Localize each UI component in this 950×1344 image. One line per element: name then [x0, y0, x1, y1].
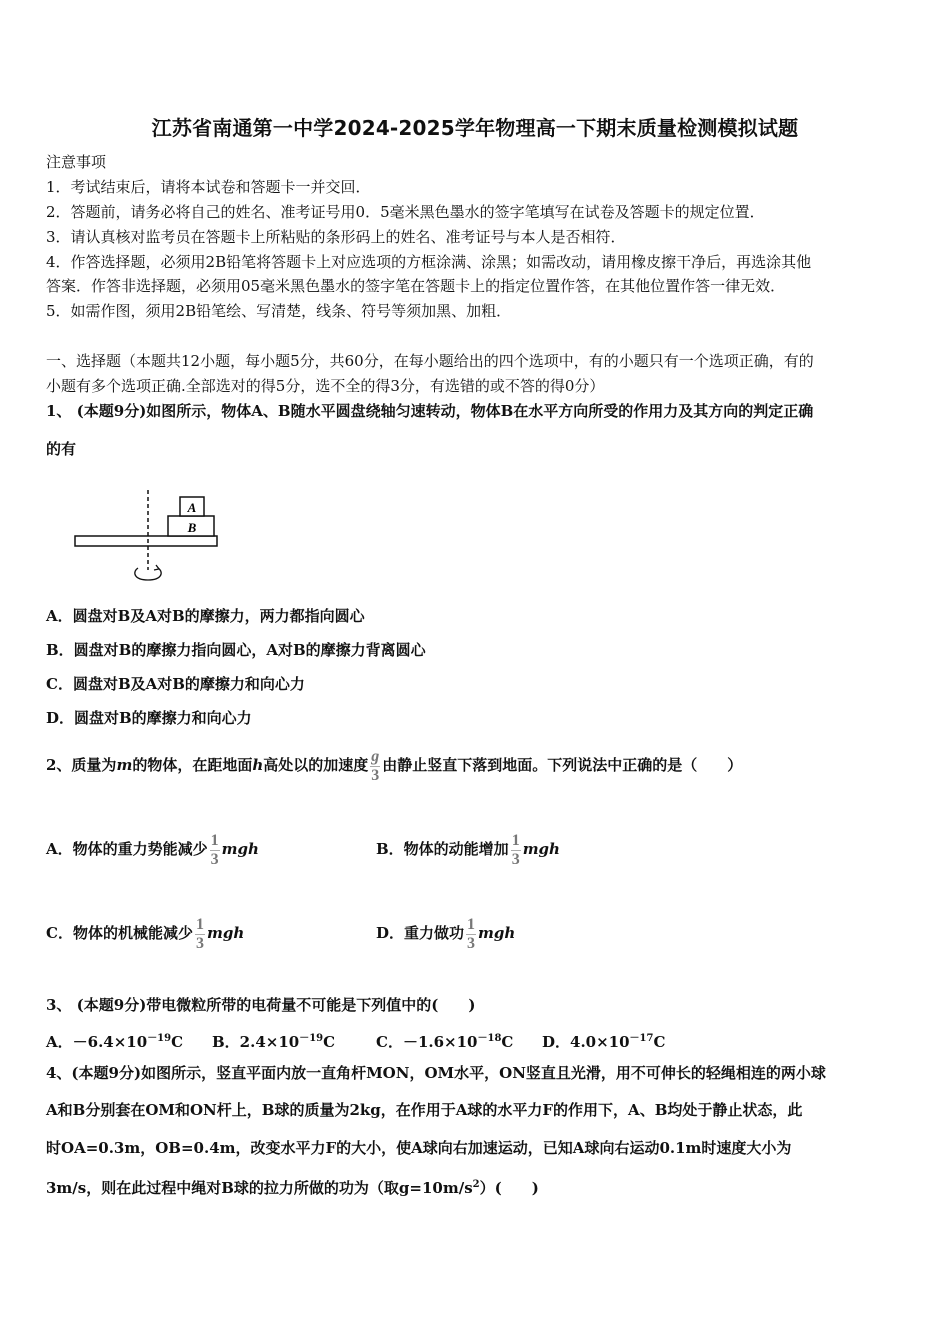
question-3-option-c: C．$-1.6\times 10^{-18}C$ [376, 1033, 514, 1051]
notice-heading: 注意事项 [46, 153, 107, 171]
section-intro: 小题有多个选项正确.全部选对的得5分，选不全的得3分，有选错的或不答的得0分） [46, 377, 605, 395]
disk-bar [75, 536, 217, 546]
notice-item: 3．请认真核对监考员在答题卡上所粘贴的条形码上的姓名、准考证号与本人是否相符． [46, 228, 626, 246]
notice-item: 4．作答选择题，必须用2B铅笔将答题卡上对应选项的方框涂满、涂黑；如需改动，请用橡皮擦干净后，再选涂其他 [46, 253, 812, 271]
question-4-stem: 时OA=0.3m，OB=0.4m，改变水平力F的大小，使A球向右加速运动，已知A球向右运动0.1m时速度大小为 [46, 1139, 792, 1157]
question-1-option-c: C．圆盘对B及A对B的摩擦力和向心力 [46, 675, 305, 693]
question-3-option-a: A．$-6.4\times 10^{-19}C$ [46, 1033, 184, 1051]
question-2-option-b: B．物体的动能增加 $\frac{1}{3}$ mgh [376, 831, 560, 868]
notice-item: 答案．作答非选择题，必须用05毫米黑色墨水的签字笔在答题卡上的指定位置作答，在其他位置作答一律无效． [46, 277, 786, 295]
page-title: 江苏省南通第一中学2024-2025学年物理高一下期末质量检测模拟试题 [151, 116, 799, 140]
rotating-disk-figure [70, 488, 230, 588]
question-4-stem: 3m/s，则在此过程中绳对B球的拉力所做的功为（取$g=10m/s^2$）( ) [46, 1179, 539, 1197]
question-1-option-b: B．圆盘对B的摩擦力指向圆心，A对B的摩擦力背离圆心 [46, 641, 426, 659]
notice-item: 1．考试结束后，请将本试卷和答题卡一并交回． [46, 178, 371, 196]
question-2-option-c: C．物体的机械能减少 $\frac{1}{3}$ mgh [46, 915, 245, 952]
section-intro: 一、选择题（本题共12小题，每小题5分，共60分，在每小题给出的四个选项中，有的小题只有一个选项正确，有的 [46, 352, 814, 370]
question-1-option-d: D．圆盘对B的摩擦力和向心力 [46, 709, 252, 727]
question-4-stem: A和B分别套在OM和ON杆上，B球的质量为2kg，在作用于A球的水平力F的作用下，A、B均处于静止状态，此 [46, 1101, 803, 1119]
question-1-option-a: A．圆盘对B及A对B的摩擦力，两力都指向圆心 [46, 607, 365, 625]
label-a: A [187, 500, 197, 515]
fraction-g-over-3: $\frac{g}{3}$ [371, 747, 380, 784]
question-2-option-d: D．重力做功 $\frac{1}{3}$ mgh [376, 915, 516, 952]
notice-item: 5．如需作图，须用2B铅笔绘、写清楚，线条、符号等须加黑、加粗． [46, 302, 512, 320]
question-2-option-a: A．物体的重力势能减少 $\frac{1}{3}$ mgh [46, 831, 259, 868]
label-b: B [187, 520, 197, 535]
question-3-option-d: D．$4.0\times 10^{-17}C$ [542, 1033, 666, 1051]
question-3-stem: 3、 (本题9分)带电微粒所带的电荷量不可能是下列值中的( ) [46, 996, 476, 1014]
question-1-stem: 1、 (本题9分)如图所示，物体A、B随水平圆盘绕轴匀速转动，物体B在水平方向所受的作用力及其方向的判定正确 [46, 402, 814, 420]
question-1-stem: 的有 [46, 440, 77, 458]
question-3-option-b: B．$2.4\times 10^{-19}C$ [212, 1033, 336, 1051]
question-2-stem: 2、质量为m的物体，在距地面h高处以的加速度 $\frac{g}{3}$ 由静止竖直下落到地面。下列说法中正确的是（ ） [46, 747, 743, 784]
notice-item: 2．答题前，请务必将自己的姓名、准考证号用0．5毫米黑色墨水的签字笔填写在试卷及答题卡的规定位置． [46, 203, 765, 221]
question-4-stem: 4、(本题9分)如图所示，竖直平面内放一直角杆MON，OM水平，ON竖直且光滑，用不可伸长的轻绳相连的两小球 [46, 1064, 826, 1082]
